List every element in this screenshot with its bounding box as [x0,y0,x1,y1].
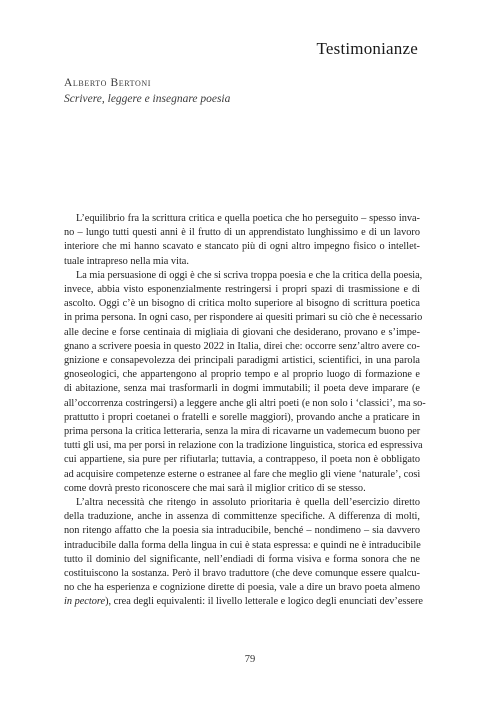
article-title: Scrivere, leggere e insegnare poesia [64,93,231,105]
text-line: gnano a scrivere poesia in questo 2022 in Italia, direi che: occorre senz’altro avere co- [64,340,420,352]
text-line: all’occorrenza costringersi) a leggere anche gli altri poeti (e non solo i ‘classici’, ma so- [64,397,426,409]
text-line: come dovrà presto riconoscere che mai sarà il miglior critico di se stesso. [64,482,366,494]
text-line: ad acquisire competenze esterne o estranee al fare che meglio gli viene ‘naturale’, così [64,468,421,480]
section-title: Testimonianze [316,39,418,58]
text-line: prima persona la critica letteraria, senza la mira di ricavarne un vademecum buono per [64,426,421,438]
text-line: gnoseologici, che appartengono al proprio tempo e al proprio luogo di formazione e [64,369,420,381]
text-line: intraducibile dalla forma della lingua in cui è stata espressa: e quindi ne è intraducibile [64,539,421,551]
text-line: L’equilibrio fra la scrittura critica e quella poetica che ho perseguito – spesso inva- [76,213,420,224]
article-body [64,212,426,610]
text-line: in pectore), crea degli equivalenti: il livello letterale e logico degli enunciati dev’essere [64,596,424,608]
text-line: della traduzione, anche in assenza di committenze specifiche. A differenza di molti, [64,511,420,523]
text-line: L’altra necessità che ritengo in assoluto prioritaria è quella dell’esercizio diretto [76,497,420,509]
text-line: no – lungo tutti questi anni è il frutto di un apprendistato lunghissimo e di un lavoro [64,227,420,239]
text-line: alle decine e forse centinaia di migliaia di giovani che desiderano, provano e s’impe- [64,326,420,338]
text-line: costituiscono la sostanza. Però il bravo traduttore (che deve comunque essere qualcu- [64,568,420,580]
text-line: tutto il dominio del significante, nell’endiadi di forma visiva e forma sonora che ne [64,553,420,565]
text-line: invece, abbia visto esponenzialmente restringersi i propri spazi di trasmissione e di [64,284,420,296]
text-line: cui appartiene, sia pure per rifiutarla; tuttavia, a contrappeso, il poeta non è obbligato [64,454,420,466]
text-line: tuale intrapreso nella mia vita. [64,255,189,267]
latin-phrase: in pectore [64,596,106,608]
author-name: Alberto Bertoni [64,77,152,89]
text-line: ascolto. Oggi c’è un bisogno di critica molto superiore al bisogno di scrittura poetica [64,298,420,310]
page-number: 79 [244,654,256,665]
text-line: di abitazione, senza mai trasformarli in dogmi immutabili; il poeta deve imparare (e [64,383,420,395]
text-line: prattutto i propri coetanei o fratelli e sorelle maggiori), provando anche a praticare in [64,411,420,423]
text-line: tutti gli usi, ma per porsi in relazione con la tradizione linguistica, storica ed espressiva [64,440,423,452]
text-line: interiore che mi hanno scavato e stancato più di ogni altro impegno fisico o intellet- [64,241,420,253]
text-line: La mia persuasione di oggi è che si scriva troppa poesia e che la critica della poesia, [76,269,423,281]
text-line: no che ha esperienza e cognizione dirette di poesia, vale a dire un bravo poeta almeno [64,582,420,594]
text-line: in prima persona. In ogni caso, per rispondere ai quesiti primari su ciò che è necessario [64,312,423,324]
text-line: gnizione e consapevolezza dei principali paradigmi artistici, scientifici, in una parola [64,355,420,367]
text-line: non ritengo affatto che la poesia sia intraducibile, benché – nondimeno – sia davvero [64,525,420,537]
